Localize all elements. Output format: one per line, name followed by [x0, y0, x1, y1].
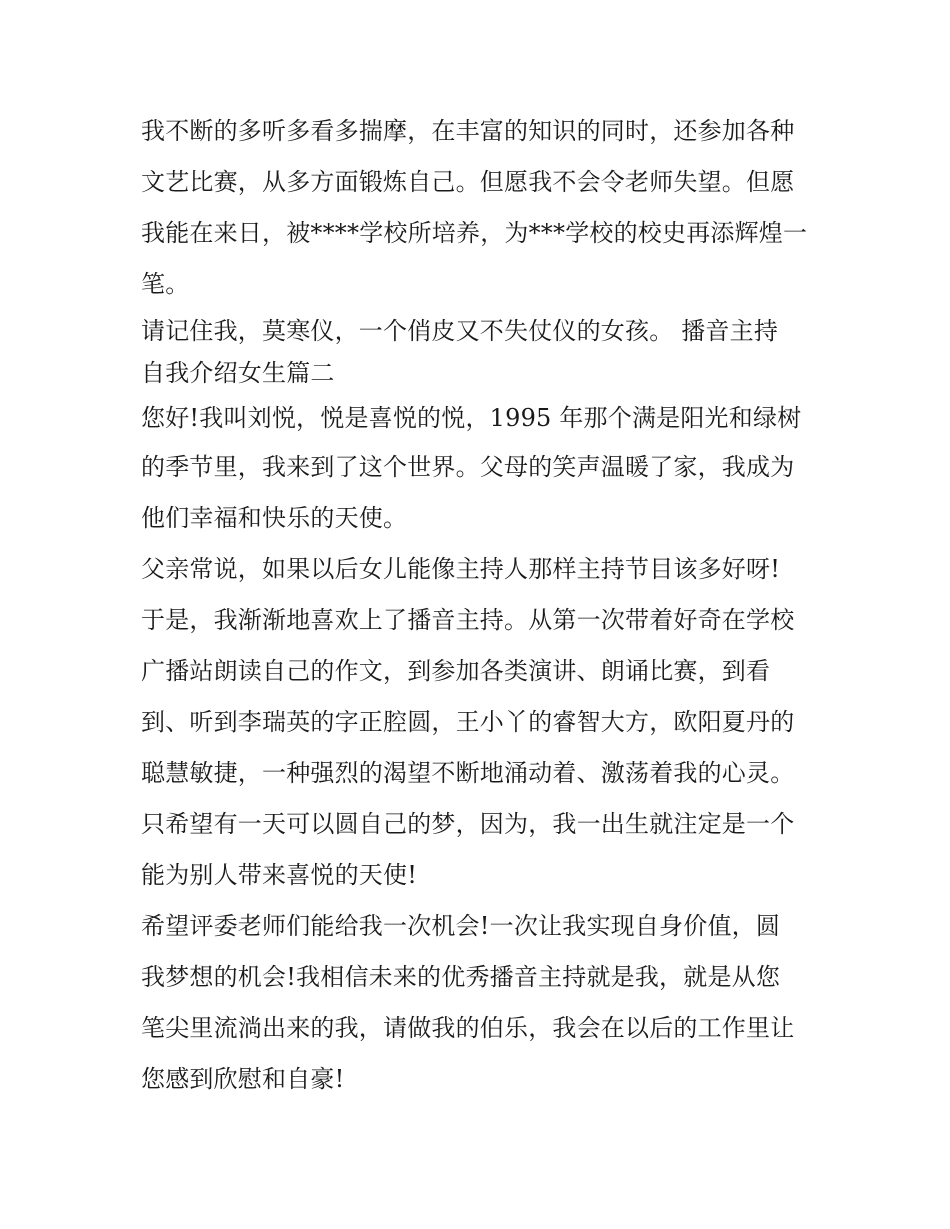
text-line-15: 只希望有一天可以圆自己的梦，因为，我一出生就注定是一个 [141, 810, 795, 838]
text-line-14: 聪慧敏捷，一种强烈的渴望不断地涌动着、激荡着我的心灵。 [141, 759, 795, 787]
text-line-5: 请记住我，莫寒仪，一个俏皮又不失仗仪的女孩。 播音主持 [141, 317, 779, 345]
text-line-9: 他们幸福和快乐的天使。 [141, 504, 408, 532]
text-line-7: 您好!我叫刘悦，悦是喜悦的悦，1995 年那个满是阳光和绿树 [141, 404, 802, 432]
text-line-10: 父亲常说，如果以后女儿能像主持人那样主持节目该多好呀! [141, 555, 781, 583]
text-line-12: 广播站朗读自己的作文，到参加各类演讲、朗诵比赛，到看 [141, 657, 771, 685]
text-line-11: 于是，我渐渐地喜欢上了播音主持。从第一次带着好奇在学校 [141, 606, 795, 634]
text-line-19: 笔尖里流淌出来的我，请做我的伯乐，我会在以后的工作里让 [141, 1014, 795, 1042]
text-line-20: 您感到欣慰和自豪! [141, 1065, 345, 1093]
text-line-8: 的季节里，我来到了这个世界。父母的笑声温暖了家，我成为 [141, 453, 795, 481]
text-line-1: 我不断的多听多看多揣摩，在丰富的知识的同时，还参加各种 [141, 117, 795, 145]
section-heading: 自我介绍女生篇二 [141, 359, 335, 387]
text-line-2: 文艺比赛，从多方面锻炼自己。但愿我不会令老师失望。但愿 [141, 168, 795, 196]
text-line-4: 笔。 [141, 270, 190, 298]
text-line-16: 能为别人带来喜悦的天使! [141, 861, 418, 889]
text-line-17: 希望评委老师们能给我一次机会!一次让我实现自身价值，圆 [141, 912, 781, 940]
text-line-3: 我能在来日，被****学校所培养，为***学校的校史再添辉煌一 [141, 219, 808, 247]
text-line-13: 到、听到李瑞英的字正腔圆，王小丫的睿智大方，欧阳夏丹的 [141, 708, 795, 736]
text-line-18: 我梦想的机会!我相信未来的优秀播音主持就是我，就是从您 [141, 963, 781, 991]
document-body [141, 106, 821, 1105]
